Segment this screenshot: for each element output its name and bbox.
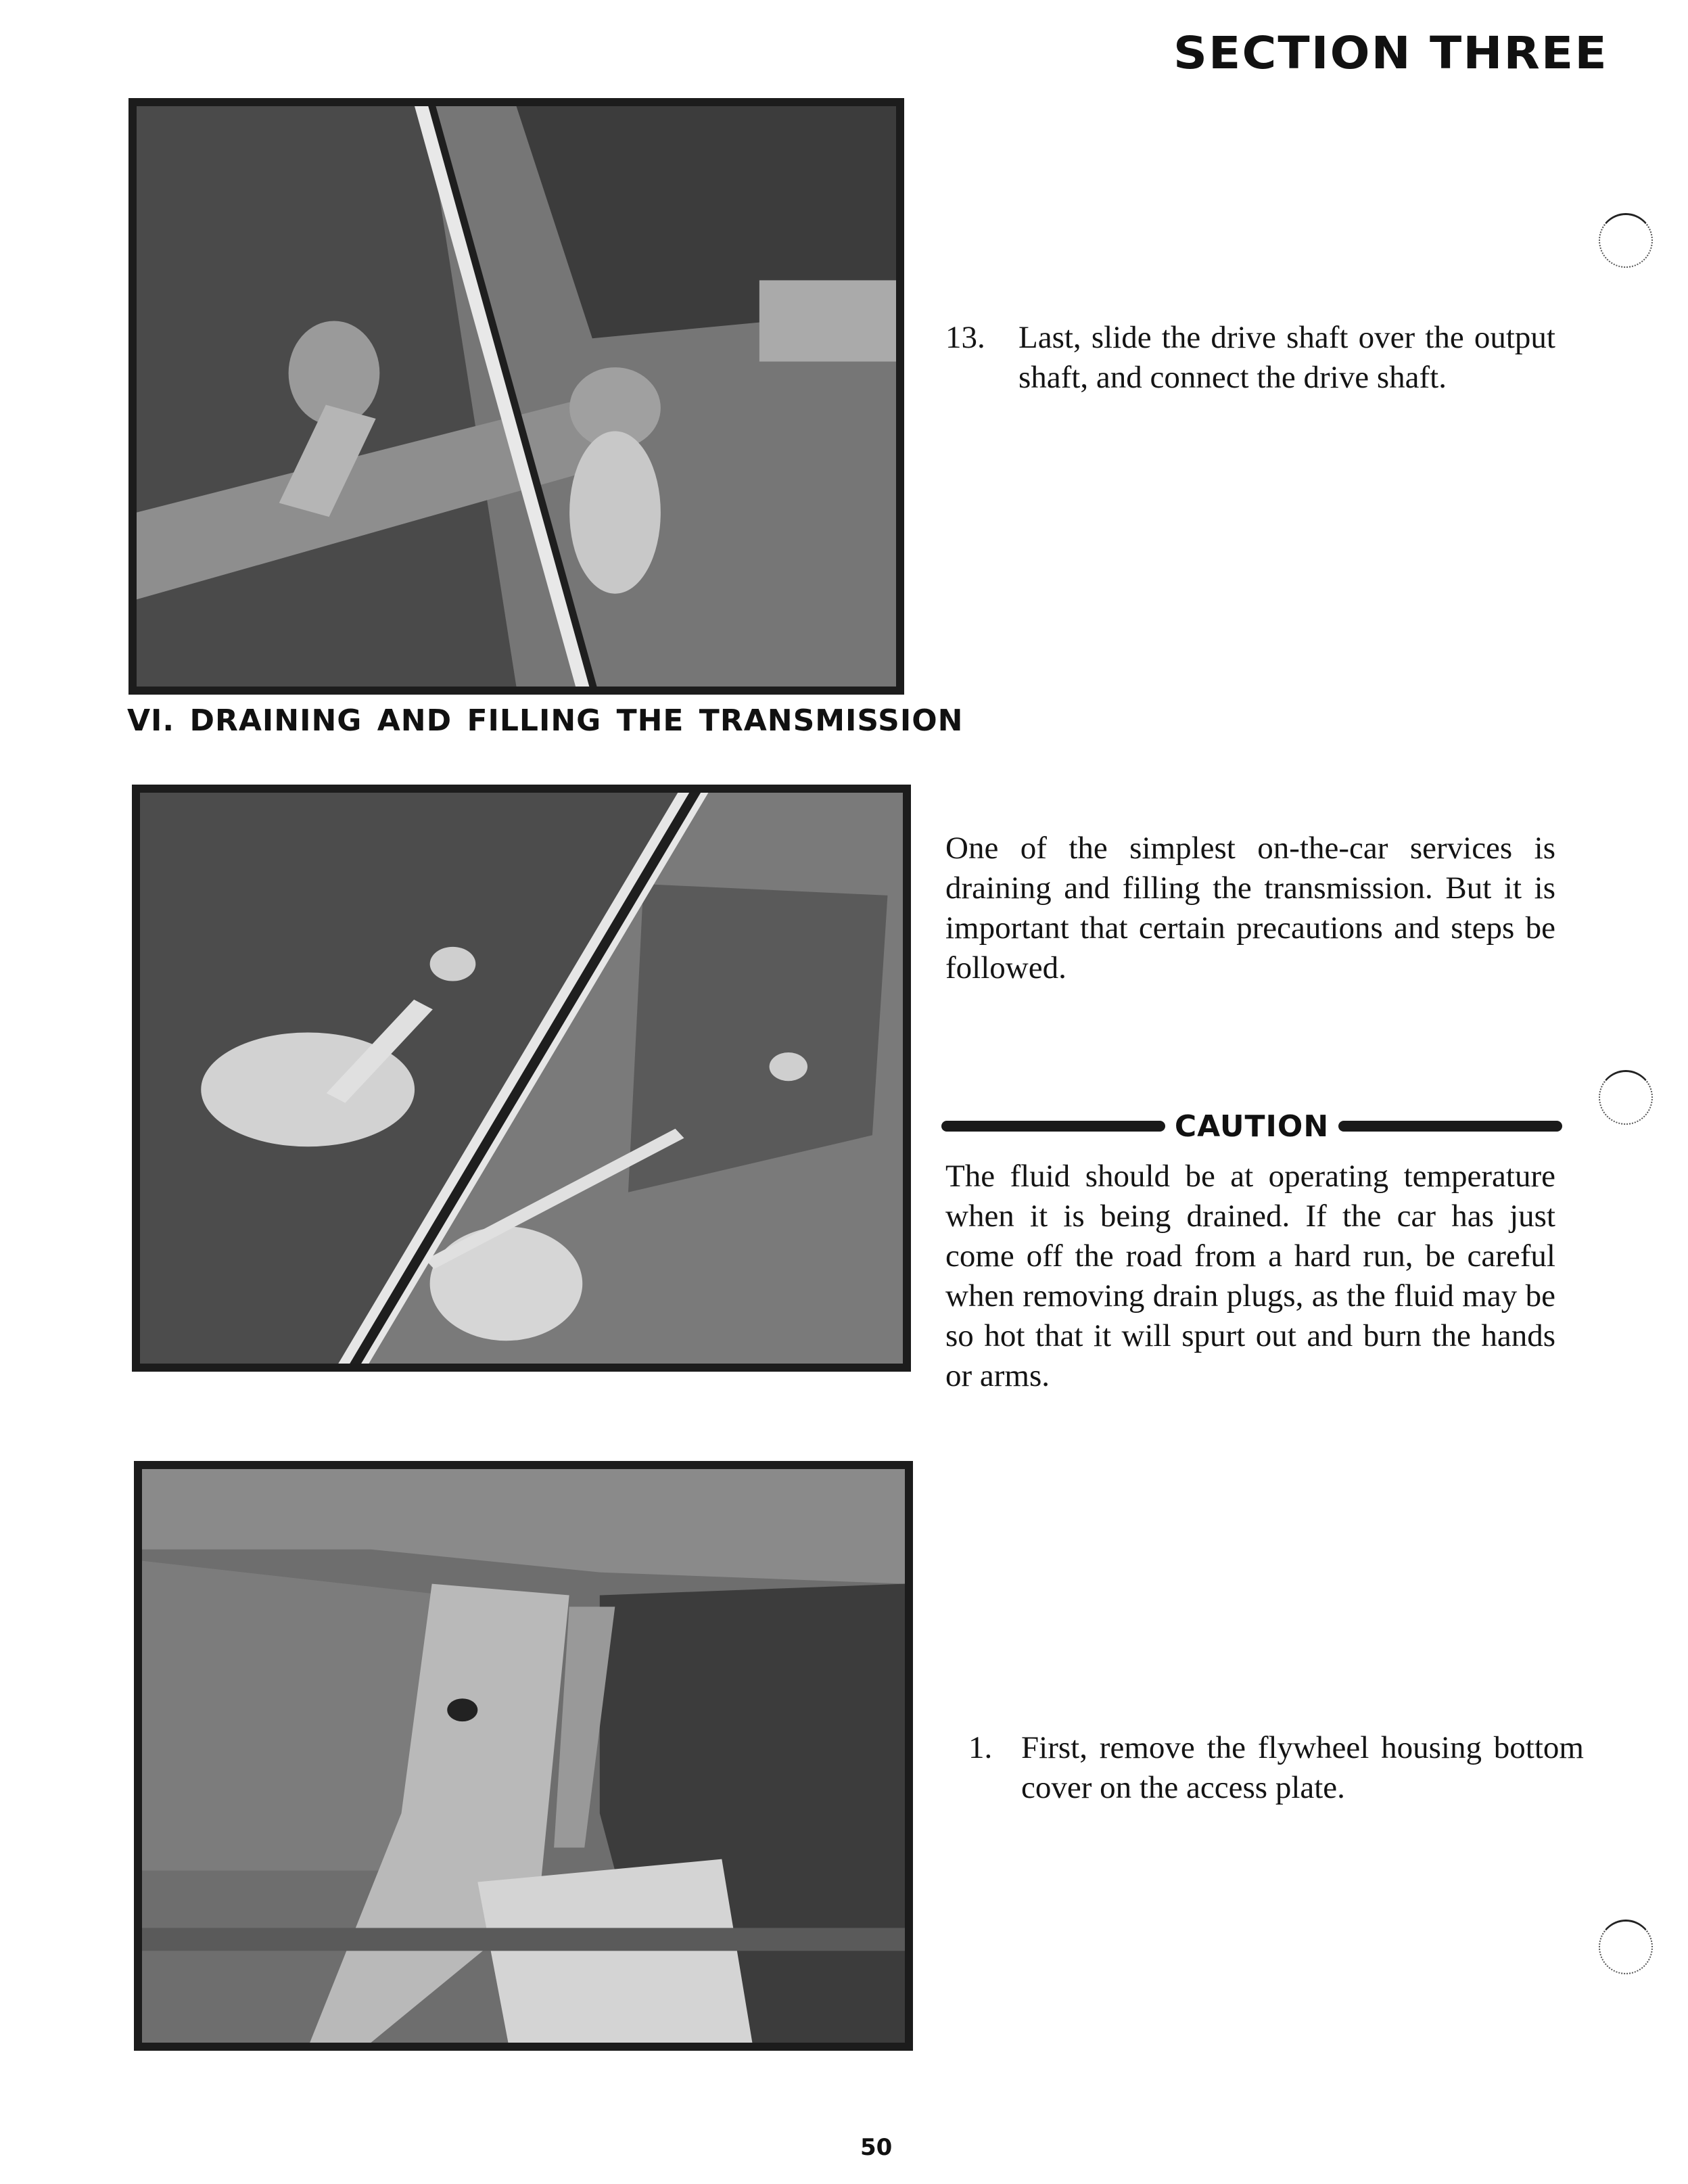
photo-wrench-on-cover xyxy=(132,785,911,1372)
punch-hole-icon xyxy=(1599,213,1653,268)
section-title: SECTION THREE xyxy=(1173,27,1608,79)
photo-2-illustration xyxy=(140,793,903,1364)
photo-3-illustration xyxy=(142,1469,905,2043)
caution-bar-left xyxy=(941,1121,1165,1132)
caution-label: CAUTION xyxy=(1174,1109,1330,1144)
photo-1-illustration xyxy=(137,106,896,687)
caution-text: The fluid should be at operating temperature when it is being drained. If the car has just come off the road from a hard run, be careful when removing drain plugs, as the fluid may be so hot that it will spurt out and burn the hands or arms. xyxy=(945,1159,1555,1393)
step-1 xyxy=(968,1728,1584,1808)
step-1-number: 1. xyxy=(968,1730,993,1765)
caution-header xyxy=(941,1106,1562,1146)
step-13 xyxy=(945,318,1555,398)
photo-remove-cover xyxy=(134,1461,913,2051)
photo-drive-shaft xyxy=(128,98,904,695)
punch-hole-icon xyxy=(1599,1070,1653,1125)
step-13-text: Last, slide the drive shaft over the output shaft, and connect the drive shaft. xyxy=(1018,320,1555,395)
intro-paragraph: One of the simplest on-the-car services is draining and filling the transmission. But it is important that certain precautions and steps be followed. xyxy=(945,831,1555,985)
step-13-number: 13. xyxy=(945,320,985,355)
step-1-text: First, remove the flywheel housing bottom cover on the access plate. xyxy=(1021,1730,1584,1805)
punch-hole-icon xyxy=(1599,1920,1653,1974)
section-heading: VI. DRAINING AND FILLING THE TRANSMISSION xyxy=(127,703,964,738)
caution-bar-right xyxy=(1338,1121,1562,1132)
page-number: 50 xyxy=(860,2134,893,2161)
